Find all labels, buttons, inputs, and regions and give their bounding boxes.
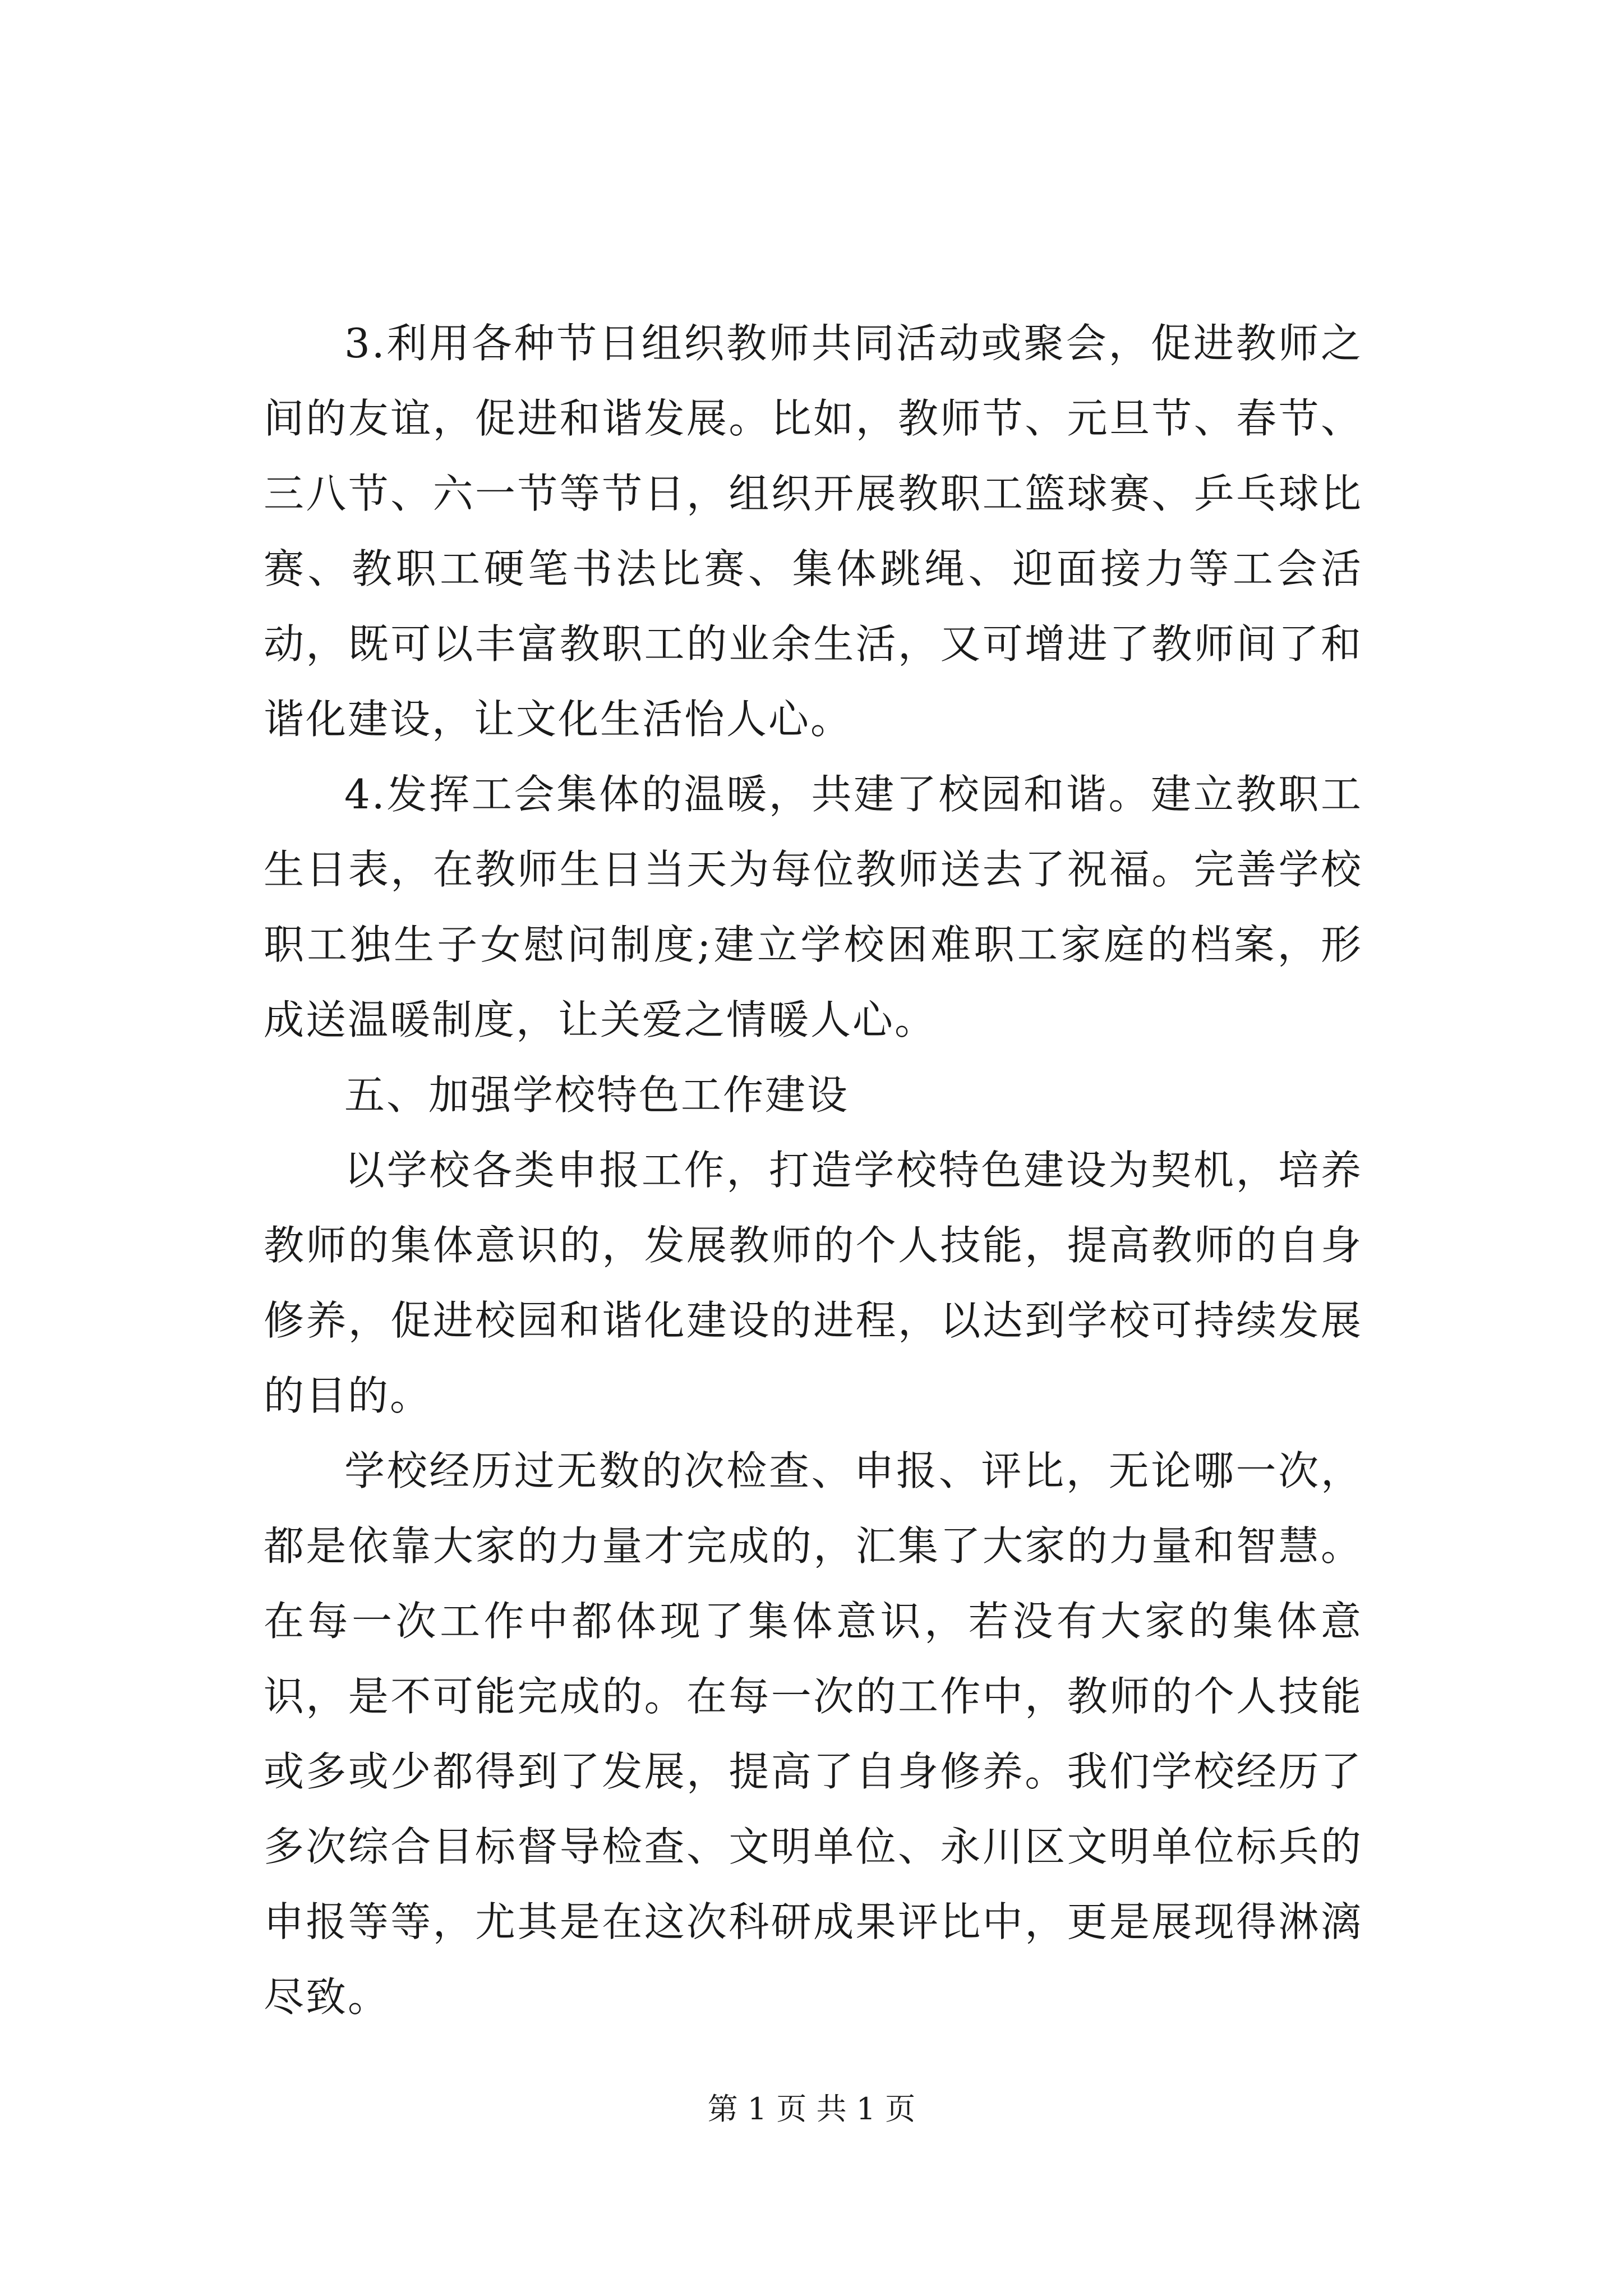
page-number: 第 1 页 共 1 页	[707, 2091, 916, 2127]
section-heading-5: 五、加强学校特色工作建设	[344, 1071, 850, 1119]
paragraph-union-warmth: 4.发挥工会集体的温暖，共建了校园和谐。建立教职工生日表，在教师生日当天为每位教师送去了祝福。完善学校职工独生子女慰问制度;建立学校困难职工家庭的档案，形成送温暖制度，让关爱之情暖人心。	[264, 771, 1363, 1043]
document-body	[264, 306, 1363, 2035]
page-footer	[0, 2090, 1623, 2129]
paragraph-school-features: 以学校各类申报工作，打造学校特色建设为契机，培养教师的集体意识的，发展教师的个人技能，提高教师的自身修养，促进校园和谐化建设的进程，以达到学校可持续发展的目的。	[264, 1147, 1363, 1419]
paragraph-inspections: 学校经历过无数的次检查、申报、评比，无论哪一次，都是依靠大家的力量才完成的，汇集了大家的力量和智慧。在每一次工作中都体现了集体意识，若没有大家的集体意识，是不可能完成的。在每一次的工作中，教师的个人技能或多或少都得到了发展，提高了自身修养。我们学校经历了多次综合目标督导检查、文明单位、永川区文明单位标兵的申报等等，尤其是在这次科研成果评比中，更是展现得淋漓尽致。	[264, 1447, 1363, 2021]
paragraph-festival-activities: 3.利用各种节日组织教师共同活动或聚会，促进教师之间的友谊，促进和谐发展。比如，教师节、元旦节、春节、三八节、六一节等节日，组织开展教职工篮球赛、乒乓球比赛、教职工硬笔书法比赛、集体跳绳、迎面接力等工会活动，既可以丰富教职工的业余生活，又可增进了教师间了和谐化建设，让文化生活怡人心。	[264, 320, 1363, 743]
